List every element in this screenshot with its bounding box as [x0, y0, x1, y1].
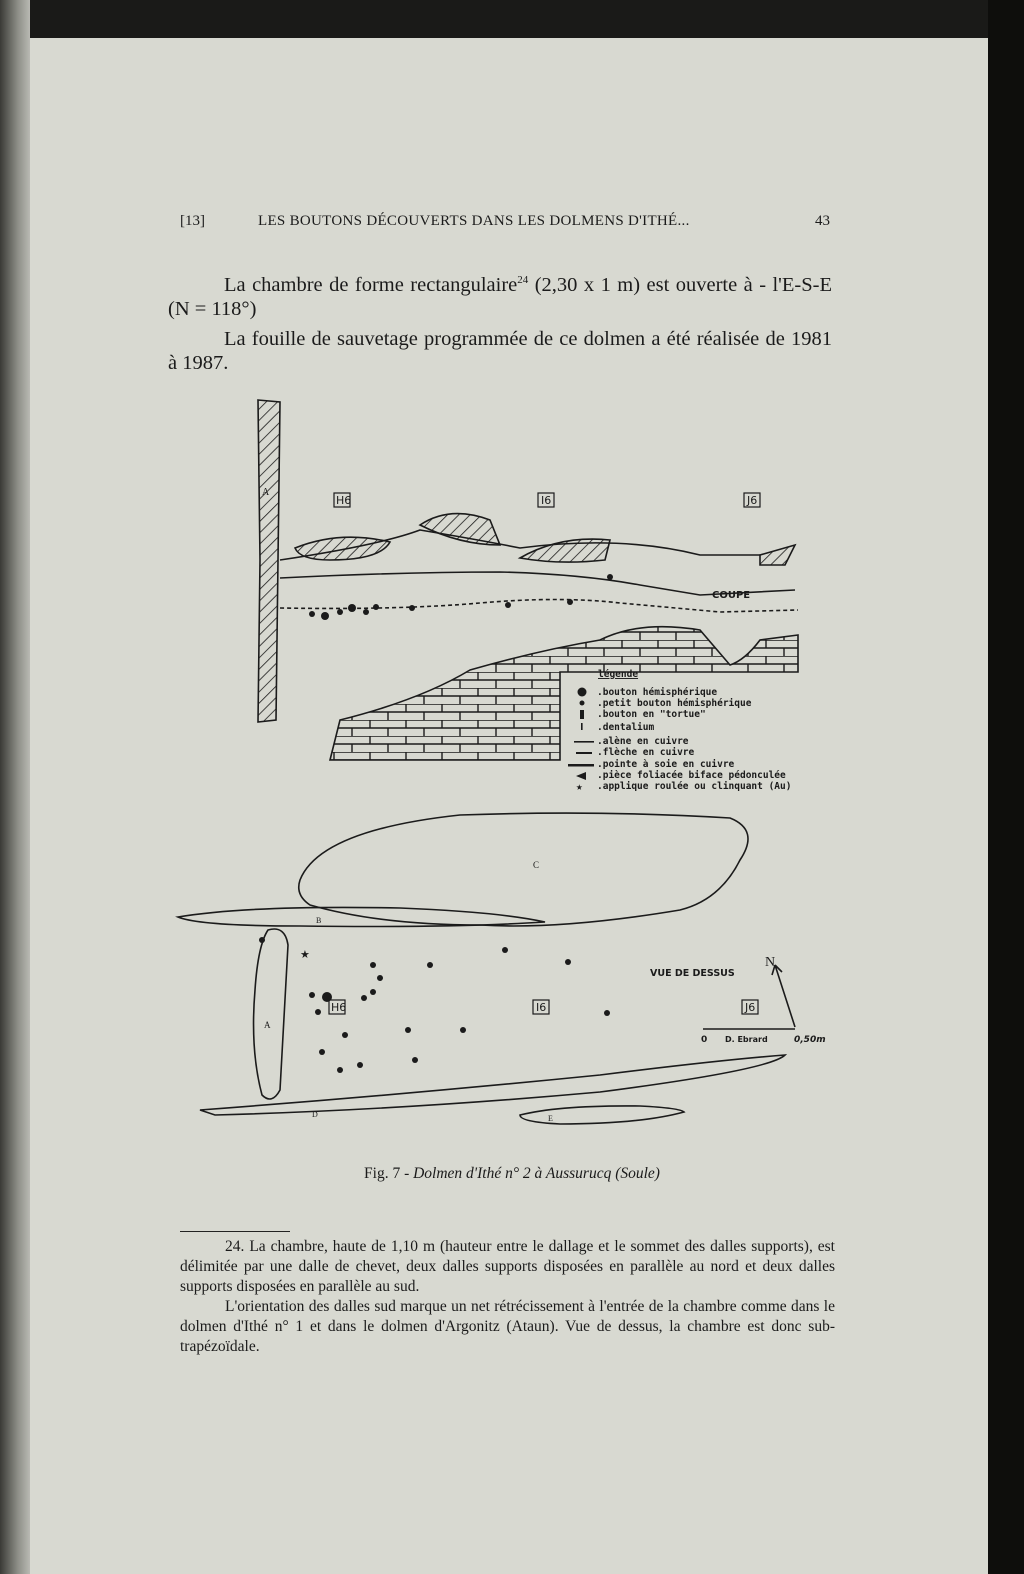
square-h6: H6 [336, 494, 352, 507]
page-ref: [13] [180, 213, 205, 229]
footnote-ref: 24 [517, 274, 529, 287]
north-label: N [765, 955, 776, 970]
slab-c [299, 813, 748, 926]
square-j6: J6 [747, 494, 758, 507]
scale-start: 0 [701, 1035, 708, 1045]
square-i6-top: I6 [536, 1001, 547, 1014]
vue-de-dessus-label: VUE DE DESSUS [650, 968, 735, 979]
scale-end: 0,50m [794, 1035, 826, 1045]
legend-item: .pointe à soie en cuivre [597, 759, 735, 770]
slab-e [520, 1106, 684, 1124]
section-finds [309, 574, 613, 620]
top-view-finds [259, 937, 610, 1073]
label-a-top: A [264, 1020, 271, 1030]
legend-item: .flèche en cuivre [597, 747, 695, 758]
footnote-separator [180, 1231, 290, 1232]
small-dot-icon [580, 701, 585, 706]
paragraph: La fouille de sauvetage programmée de ce dolmen a été réalisée de 1981 à 1987. [168, 328, 832, 374]
legend-item: .applique roulée ou clinquant (Au) [597, 781, 792, 792]
legend-item: .pièce foliacée biface pédonculée [597, 770, 786, 781]
text: La chambre de forme rectangulaire [224, 274, 518, 296]
legend-item: .bouton en "tortue" [597, 709, 706, 720]
bedrock-section [330, 627, 798, 760]
legend-item: .petit bouton hémisphérique [597, 698, 752, 709]
label-a: A [262, 487, 270, 498]
section-stone [760, 545, 795, 565]
legend-title: légende [598, 669, 639, 680]
layer-line [280, 600, 798, 613]
square-h6-top: H6 [331, 1001, 347, 1014]
large-dot-icon [578, 688, 587, 697]
slab-a [254, 929, 288, 1099]
caption-text: Dolmen d'Ithé n° 2 à Aussurucq (Soule) [413, 1165, 660, 1182]
square-j6-top: J6 [745, 1001, 756, 1014]
square-i6: I6 [541, 494, 552, 507]
slab-d [200, 1055, 785, 1115]
tortoise-icon [580, 710, 584, 719]
page-number: 43 [815, 213, 830, 229]
figure-caption [0, 1165, 1024, 1183]
dentalium-icon [581, 723, 583, 730]
point-icon [568, 764, 594, 767]
footnote-24-continued: L'orientation des dalles sud marque un net rétrécissement à l'entrée de la chambre comme dans le dolmen d'Ithé n° 1 et dans le dolmen d'Argonitz (Ataun). Vue de dessus, la chambre est donc sub-trapézoïdale. [180, 1298, 835, 1355]
legend-item: .alène en cuivre [597, 736, 689, 747]
coupe-label: COUPE [712, 590, 751, 601]
arrow-icon [576, 752, 592, 754]
leaf-icon [576, 772, 586, 780]
running-title: LES BOUTONS DÉCOUVERTS DANS LES DOLMENS D'ITHÉ... [258, 213, 690, 229]
text: (2,30 x 1 m) est ouverte à - l'E-S-E (N = 118°) [168, 274, 832, 320]
caption-prefix: Fig. 7 - [364, 1165, 414, 1182]
svg-text:★: ★ [300, 949, 310, 961]
label-b: B [316, 916, 322, 925]
legend-item: .dentalium [597, 722, 655, 733]
legend-item: .bouton hémisphérique [597, 687, 718, 698]
scale-author: D. Ebrard [725, 1035, 768, 1044]
label-c: C [533, 860, 540, 870]
north-arrow-icon [772, 965, 795, 1027]
awl-icon [574, 741, 594, 743]
footnote-24: 24. La chambre, haute de 1,10 m (hauteur entre le dallage et le sommet des dalles supports), est délimitée par une dalle de chevet, deux dalles supports disposées en parallèle au nord et deux dalles supports disposées en parallèle au sud. [180, 1238, 835, 1295]
section-stone [420, 514, 500, 545]
section-stone [295, 537, 390, 560]
legend [568, 669, 791, 793]
slab-a-section [258, 400, 280, 722]
label-e: E [548, 1114, 553, 1123]
label-d: D [312, 1110, 318, 1119]
star-icon: ★ [576, 780, 583, 793]
